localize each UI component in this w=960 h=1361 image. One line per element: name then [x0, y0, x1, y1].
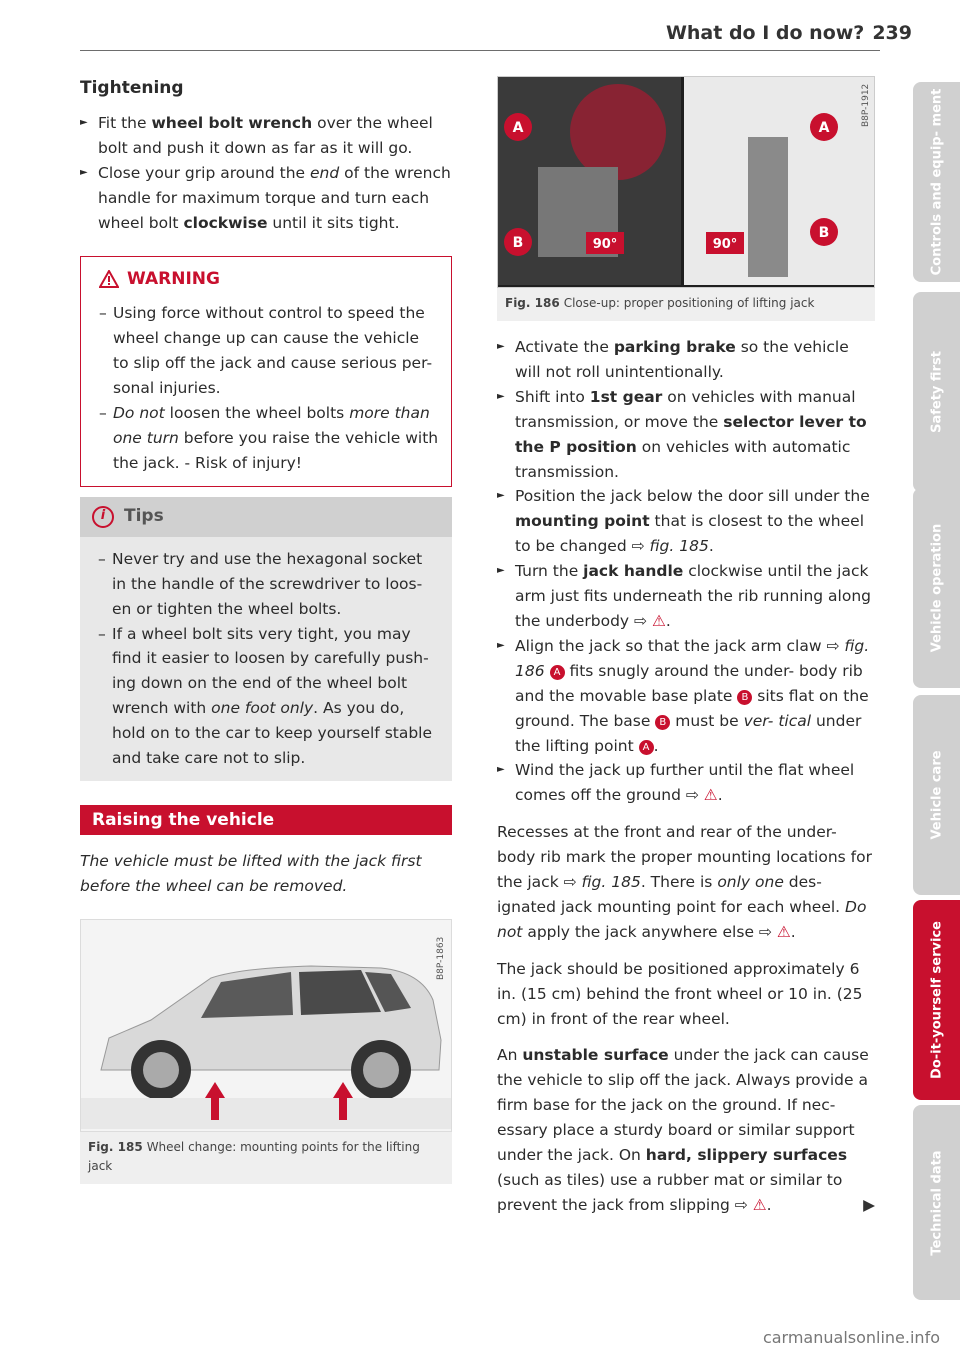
car-side-image: [81, 920, 451, 1129]
raise-step-4: ► Turn the jack handle clockwise until the jack arm just fits underneath the rib running along the underbody ⇨ ⚠.: [497, 559, 875, 634]
paragraph-surface: An unstable surface under the jack can cause the vehicle to slip off the jack. Always provide a firm base for the jack on the ground. If nec- essary place a sturdy board or similar support under the jack. On hard, slippery surfaces (such as tiles) use a rubber mat or similar to prevent the jack from slipping ⇨ ⚠. ▶: [497, 1043, 875, 1217]
side-tab-technical-data[interactable]: Technical data: [913, 1105, 960, 1300]
side-tab-safety[interactable]: Safety first: [913, 292, 960, 492]
callout-a-icon: A: [639, 740, 654, 755]
section-heading: Raising the vehicle: [80, 805, 452, 835]
page-header: [666, 22, 912, 44]
raise-step-5: ► Align the jack so that the jack arm claw ⇨ fig. 186 A fits snugly around the under- body rib and the movable base plate B sits flat on the ground. The base B must be ver- tical under the lifting point A .: [497, 634, 875, 759]
fig186-label-a-right: A: [818, 120, 830, 136]
side-tab-vehicle-operation[interactable]: Vehicle operation: [913, 488, 960, 688]
right-column: [497, 76, 875, 1218]
warning-box: [80, 256, 452, 486]
callout-b-icon: B: [655, 715, 670, 730]
tightening-step-1: ► Fit the wheel bolt wrench over the wheel bolt and push it down as far as it will go.: [80, 111, 452, 161]
warning-header: [81, 257, 451, 301]
warning-item-1: – Using force without control to speed the wheel change up can cause the vehicle to slip off the jack and cause serious per- sonal injuries.: [93, 301, 439, 401]
raise-step-1: ► Activate the parking brake so the vehicle will not roll unintentionally.: [497, 335, 875, 385]
tips-box: [80, 497, 452, 781]
fig186-code: B8P-1912: [861, 83, 871, 127]
side-tab-controls[interactable]: Controls and equip- ment: [913, 82, 960, 282]
figure-186: [497, 76, 875, 321]
warning-ref-icon: ⚠: [651, 611, 666, 630]
warning-title: WARNING: [127, 268, 220, 289]
info-icon: i: [92, 506, 114, 528]
tips-title: Tips: [124, 506, 164, 527]
paragraph-position: The jack should be positioned approximately 6 in. (15 cm) behind the front wheel or 10 in. (25 cm) in front of the rear wheel.: [497, 959, 863, 1028]
fig186-label-b-right: B: [818, 225, 830, 241]
continue-arrow-icon: ▶: [863, 1195, 875, 1214]
car-side-illustration: [80, 919, 452, 1132]
jack-closeup-illustration: [497, 76, 875, 288]
tightening-step-2: ► Close your grip around the end of the wrench handle for maximum torque and turn each wheel bolt clockwise until it sits tight.: [80, 161, 452, 236]
fig186-label-b-left: B: [512, 235, 524, 251]
side-tab-vehicle-care[interactable]: Vehicle care: [913, 695, 960, 895]
callout-b-icon: B: [737, 690, 752, 705]
fig186-caption: Fig. 186 Close-up: proper positioning of lifting jack: [497, 288, 875, 321]
fig185-caption: Fig. 185 Wheel change: mounting points for the lifting jack: [80, 1132, 452, 1184]
left-column: [80, 76, 452, 1184]
paragraph-recesses: Recesses at the front and rear of the under- body rib mark the proper mounting locations for the jack ⇨ fig. 185. There is only one des- ignated jack mounting point for each wheel. Do not apply the jack anywhere else ⇨ ⚠.: [497, 823, 872, 941]
callout-a-icon: A: [550, 665, 565, 680]
page-number: 239: [872, 22, 912, 44]
warning-icon: [99, 270, 119, 288]
raise-step-6: ► Wind the jack up further until the flat wheel comes off the ground ⇨ ⚠.: [497, 758, 875, 808]
warning-ref-icon: ⚠: [752, 1195, 767, 1214]
warning-ref-icon: ⚠: [776, 922, 791, 941]
fig185-code: B8P-1863: [436, 936, 446, 980]
warning-item-2: – Do not loosen the wheel bolts more than one turn before you raise the vehicle with the jack. - Risk of injury!: [93, 401, 439, 476]
raise-step-2: ► Shift into 1st gear on vehicles with manual transmission, or move the selector lever to the P position on vehicles with automatic transmission.: [497, 385, 875, 485]
fig186-label-a-left: A: [512, 120, 524, 136]
tightening-heading: Tightening: [80, 78, 184, 98]
fig186-angle-left: 90°: [592, 237, 618, 252]
raise-step-3: ► Position the jack below the door sill under the mounting point that is closest to the wheel to be changed ⇨ fig. 185.: [497, 484, 875, 559]
jack-closeup-image: [498, 77, 874, 285]
figure-185: [80, 919, 452, 1184]
header-rule: [80, 50, 880, 51]
tips-item-1: – Never try and use the hexagonal socket in the handle of the screwdriver to loos- en or tighten the wheel bolts.: [92, 547, 440, 622]
fig186-angle-right: 90°: [712, 237, 738, 252]
side-tab-do-it-yourself[interactable]: Do-it-yourself service: [913, 900, 960, 1100]
tips-item-2: – If a wheel bolt sits very tight, you may find it easier to loosen by carefully push- ing down on the end of the wheel bolt wrench with one foot only. As you do, hold on to the car to keep yourself stable and take care not to slip.: [92, 622, 440, 771]
warning-ref-icon: ⚠: [703, 786, 718, 805]
tips-header: [80, 497, 452, 537]
site-watermark: carmanualsonline.info: [762, 1328, 940, 1347]
header-title: What do I do now?: [665, 22, 865, 44]
section-intro: The vehicle must be lifted with the jack first before the wheel can be removed.: [80, 851, 422, 895]
